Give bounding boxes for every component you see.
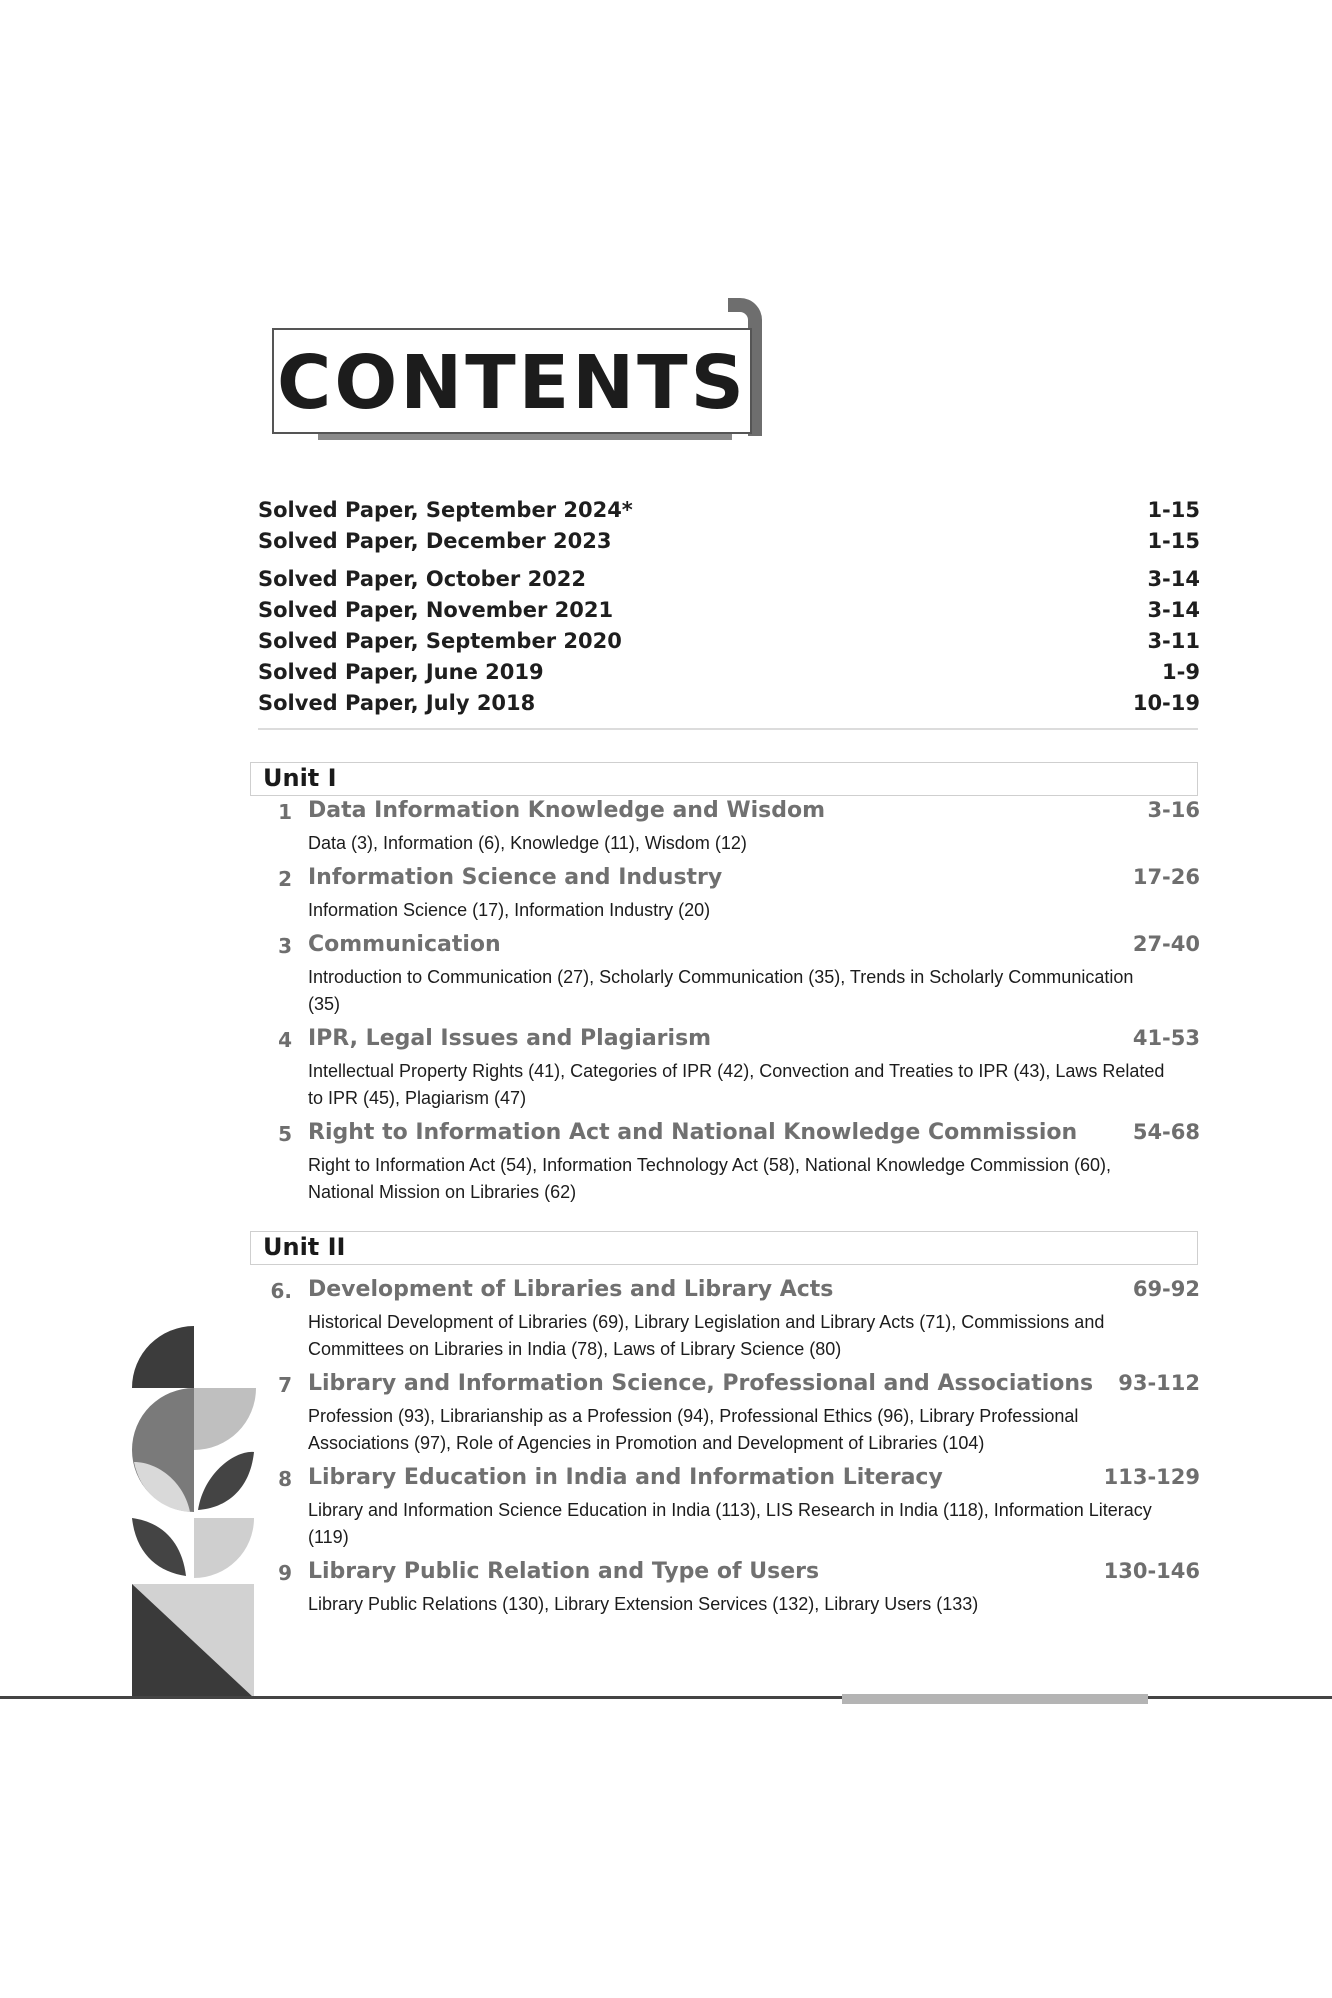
paper-label: Solved Paper, September 2024* bbox=[258, 498, 633, 522]
paper-label: Solved Paper, November 2021 bbox=[258, 598, 614, 622]
chapter-topics: Information Science (17), Information Industry (20) bbox=[308, 900, 711, 920]
chapter-number: 1 bbox=[278, 800, 292, 824]
chapter-entry-3[interactable] bbox=[262, 932, 1200, 1018]
chapter-number: 4 bbox=[278, 1028, 292, 1052]
paper-pages: 3-11 bbox=[1147, 629, 1200, 653]
chapter-pages: 113-129 bbox=[1103, 1465, 1200, 1489]
list-item[interactable] bbox=[258, 691, 1200, 722]
chapter-title: Data Information Knowledge and Wisdom bbox=[308, 798, 826, 823]
chapter-topics: Library and Information Science Education in India (113), LIS Research in India (118), Information Literacy (119) bbox=[308, 1500, 1152, 1547]
chapter-number: 6. bbox=[270, 1279, 292, 1303]
paper-pages: 3-14 bbox=[1147, 598, 1200, 622]
chapter-title: Library Education in India and Information Literacy bbox=[308, 1465, 943, 1490]
chapter-entry-4[interactable] bbox=[262, 1026, 1200, 1112]
page-title: CONTENTS bbox=[277, 340, 747, 426]
list-item[interactable] bbox=[258, 498, 1200, 529]
chapter-topics: Historical Development of Libraries (69), Library Legislation and Library Acts (71), Commissions and Committees on Libraries in India (78), Laws of Library Science (80) bbox=[308, 1312, 1105, 1359]
list-item[interactable] bbox=[258, 660, 1200, 691]
chapter-topics: Introduction to Communication (27), Scholarly Communication (35), Trends in Scholarly Communication (35) bbox=[308, 967, 1134, 1014]
chapter-title: Communication bbox=[308, 932, 501, 957]
list-item[interactable] bbox=[258, 529, 1200, 560]
paper-label: Solved Paper, September 2020 bbox=[258, 629, 622, 653]
chapter-title: Library and Information Science, Professional and Associations bbox=[308, 1371, 1094, 1396]
chapter-number: 5 bbox=[278, 1122, 292, 1146]
list-item[interactable] bbox=[258, 598, 1200, 629]
chapter-number: 7 bbox=[278, 1373, 292, 1397]
chapter-number: 8 bbox=[278, 1467, 292, 1491]
chapter-pages: 130-146 bbox=[1103, 1559, 1200, 1583]
chapter-number: 3 bbox=[278, 934, 292, 958]
chapter-topics: Profession (93), Librarianship as a Profession (94), Professional Ethics (96), Library Professional Associations (97), Role of Agencies in Promotion and Development of Libraries (104) bbox=[308, 1406, 1079, 1453]
chapter-entry-6[interactable] bbox=[262, 1277, 1200, 1363]
paper-label: Solved Paper, October 2022 bbox=[258, 567, 587, 591]
chapter-entry-7[interactable] bbox=[262, 1371, 1200, 1457]
chapter-pages: 41-53 bbox=[1132, 1026, 1200, 1050]
paper-pages: 1-9 bbox=[1162, 660, 1200, 684]
paper-label: Solved Paper, June 2019 bbox=[258, 660, 544, 684]
list-item[interactable] bbox=[258, 629, 1200, 660]
chapter-title: IPR, Legal Issues and Plagiarism bbox=[308, 1026, 712, 1051]
chapter-title: Information Science and Industry bbox=[308, 865, 723, 890]
chapter-entry-2[interactable] bbox=[262, 865, 1200, 924]
unit-header-1: Unit I bbox=[250, 762, 1198, 796]
chapter-pages: 27-40 bbox=[1132, 932, 1200, 956]
chapter-topics: Intellectual Property Rights (41), Categories of IPR (42), Convection and Treaties to IPR (43), Laws Related to IPR (45), Plagiarism (47) bbox=[308, 1061, 1165, 1108]
paper-pages: 1-15 bbox=[1147, 498, 1200, 522]
chapter-entry-9[interactable] bbox=[262, 1559, 1200, 1618]
chapter-title: Library Public Relation and Type of Users bbox=[308, 1559, 820, 1584]
chapter-pages: 3-16 bbox=[1147, 798, 1200, 822]
footer-accent-bar bbox=[842, 1694, 1148, 1704]
unit-header-2: Unit II bbox=[250, 1231, 1198, 1265]
list-item[interactable] bbox=[258, 567, 1200, 598]
chapter-entry-1[interactable] bbox=[262, 798, 1200, 857]
chapter-number: 2 bbox=[278, 867, 292, 891]
chapter-pages: 69-92 bbox=[1132, 1277, 1200, 1301]
chapter-pages: 93-112 bbox=[1118, 1371, 1200, 1395]
chapter-title: Right to Information Act and National Knowledge Commission bbox=[308, 1120, 1078, 1145]
contents-title-box bbox=[272, 328, 752, 434]
paper-label: Solved Paper, July 2018 bbox=[258, 691, 536, 715]
chapter-pages: 17-26 bbox=[1132, 865, 1200, 889]
chapter-entry-8[interactable] bbox=[262, 1465, 1200, 1551]
chapter-entry-5[interactable] bbox=[262, 1120, 1200, 1206]
chapter-topics: Library Public Relations (130), Library Extension Services (132), Library Users (133) bbox=[308, 1594, 979, 1614]
paper-pages: 1-15 bbox=[1147, 529, 1200, 553]
chapter-number: 9 bbox=[278, 1561, 292, 1585]
solved-papers-list bbox=[258, 498, 1200, 722]
chapter-title: Development of Libraries and Library Acts bbox=[308, 1277, 834, 1302]
paper-pages: 3-14 bbox=[1147, 567, 1200, 591]
paper-label: Solved Paper, December 2023 bbox=[258, 529, 612, 553]
divider bbox=[258, 728, 1198, 730]
paper-pages: 10-19 bbox=[1132, 691, 1200, 715]
geometric-art-decoration bbox=[128, 1322, 258, 1700]
chapter-topics: Right to Information Act (54), Information Technology Act (58), National Knowledge Commission (60), National Mission on Libraries (62) bbox=[308, 1155, 1112, 1202]
chapter-pages: 54-68 bbox=[1132, 1120, 1200, 1144]
chapter-topics: Data (3), Information (6), Knowledge (11), Wisdom (12) bbox=[308, 833, 747, 853]
